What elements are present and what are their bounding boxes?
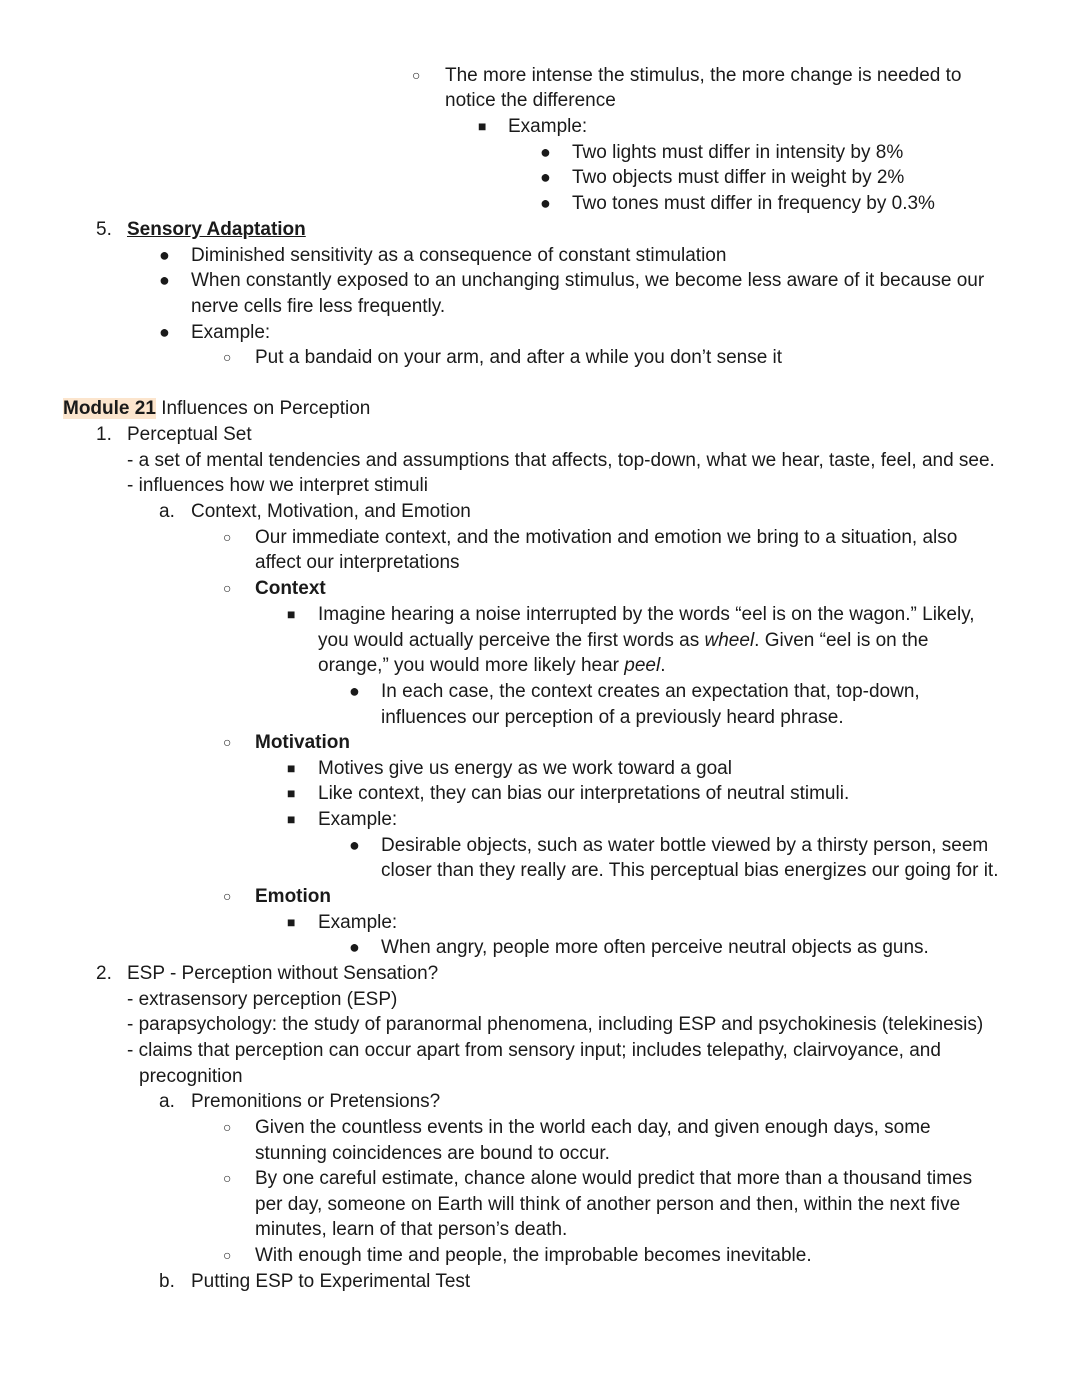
filled-bullet-icon: ● <box>540 167 551 187</box>
list-item <box>0 165 1080 190</box>
definition-line <box>0 1038 1080 1063</box>
bullet-text: . Given “eel is on the <box>754 630 929 651</box>
filled-bullet-icon: ● <box>349 681 360 701</box>
hollow-bullet-icon: ○ <box>223 1170 232 1186</box>
motivation-heading <box>0 730 1080 755</box>
bullet-text: In each case, the context creates an expectation that, top-down, <box>381 681 920 702</box>
list-letter: a. <box>159 1091 175 1112</box>
list-item <box>0 935 1080 960</box>
definition-text: - extrasensory perception (ESP) <box>127 989 398 1010</box>
hollow-bullet-icon: ○ <box>223 1119 232 1135</box>
bullet-text: closer than they really are. This perceptual bias energizes our going for it. <box>381 860 999 881</box>
hollow-bullet-icon: ○ <box>223 1247 232 1263</box>
definition-line <box>0 1012 1080 1037</box>
example-label: Example: <box>508 116 588 137</box>
example-text: Two tones must differ in frequency by 0.3% <box>572 193 935 214</box>
definition-line-cont <box>0 1064 1080 1089</box>
bullet-text: When constantly exposed to an unchanging stimulus, we become less aware of it because our <box>191 270 985 291</box>
list-item <box>0 525 1080 550</box>
square-bullet-icon: ■ <box>287 785 296 801</box>
perceptual-set-heading <box>0 422 1080 447</box>
filled-bullet-icon: ● <box>159 270 170 290</box>
list-letter: b. <box>159 1271 175 1292</box>
bullet-text: When angry, people more often perceive neutral objects as guns. <box>381 937 929 958</box>
motivation-label: Motivation <box>255 732 350 753</box>
esp-heading <box>0 961 1080 986</box>
square-bullet-icon: ■ <box>287 811 296 827</box>
bullet-text: Motives give us energy as we work toward a goal <box>318 758 732 779</box>
list-item <box>0 781 1080 806</box>
list-item <box>0 1243 1080 1268</box>
list-item <box>0 1166 1080 1191</box>
bullet-text: With enough time and people, the improbable becomes inevitable. <box>255 1245 812 1266</box>
list-item <box>0 679 1080 704</box>
bullet-text: Desirable objects, such as water bottle viewed by a thirsty person, seem <box>381 835 989 856</box>
bullet-text: By one careful estimate, chance alone would predict that more than a thousand times <box>255 1168 973 1189</box>
jnd-item-cont <box>0 88 1080 113</box>
filled-bullet-icon: ● <box>159 322 170 342</box>
bullet-text: minutes, learn of that person’s death. <box>255 1219 568 1240</box>
bullet-text: Given the countless events in the world each day, and given enough days, some <box>255 1117 931 1138</box>
list-item <box>0 1115 1080 1140</box>
context-heading <box>0 576 1080 601</box>
bullet-text: Put a bandaid on your arm, and after a while you don’t sense it <box>255 347 783 368</box>
list-item-cont <box>0 858 1080 883</box>
square-bullet-icon: ■ <box>478 118 487 134</box>
bullet-text: Like context, they can bias our interpretations of neutral stimuli. <box>318 783 850 804</box>
list-item-cont <box>0 1192 1080 1217</box>
section-title: Sensory Adaptation <box>127 219 306 240</box>
filled-bullet-icon: ● <box>349 835 360 855</box>
definition-line <box>0 473 1080 498</box>
square-bullet-icon: ■ <box>287 606 296 622</box>
filled-bullet-icon: ● <box>540 193 551 213</box>
definition-line <box>0 987 1080 1012</box>
jnd-item <box>0 63 1080 88</box>
subsection-title: Putting ESP to Experimental Test <box>191 1271 471 1292</box>
bullet-text: you would actually perceive the first words as <box>318 630 705 651</box>
bullet-text: . <box>660 655 666 676</box>
hollow-bullet-icon: ○ <box>223 734 232 750</box>
list-item <box>0 320 1080 345</box>
jnd-text-line2: notice the difference <box>445 90 616 111</box>
example-text: Two objects must differ in weight by 2% <box>572 167 905 188</box>
subsection-title: Context, Motivation, and Emotion <box>191 501 471 522</box>
definition-text: - parapsychology: the study of paranormal phenomena, including ESP and psychokinesis (telekinesis) <box>127 1014 984 1035</box>
hollow-bullet-icon: ○ <box>223 888 232 904</box>
section-title: Perceptual Set <box>127 424 252 445</box>
list-item <box>0 602 1080 627</box>
filled-bullet-icon: ● <box>540 142 551 162</box>
list-item <box>0 910 1080 935</box>
module-title: Influences on Perception <box>161 398 371 419</box>
hollow-bullet-icon: ○ <box>412 67 421 83</box>
module-heading <box>0 396 1080 421</box>
subsection-heading <box>0 1089 1080 1114</box>
bullet-text: Example: <box>318 912 398 933</box>
list-item <box>0 807 1080 832</box>
subsection-heading <box>0 499 1080 524</box>
definition-text: precognition <box>139 1066 243 1087</box>
list-item <box>0 833 1080 858</box>
list-item <box>0 345 1080 370</box>
list-number: 5. <box>96 219 112 240</box>
bullet-text: Imagine hearing a noise interrupted by the words “eel is on the wagon.” Likely, <box>318 604 975 625</box>
section-title: ESP - Perception without Sensation? <box>127 963 439 984</box>
list-item <box>0 191 1080 216</box>
definition-text: - claims that perception can occur apart from sensory input; includes telepathy, clairvoyance, and <box>127 1040 941 1061</box>
module-label: Module 21 <box>63 398 156 419</box>
list-item-cont <box>0 628 1080 653</box>
list-item <box>0 140 1080 165</box>
definition-text: - a set of mental tendencies and assumptions that affects, top-down, what we hear, taste, feel, and see. <box>127 450 995 471</box>
filled-bullet-icon: ● <box>159 245 170 265</box>
definition-text: - influences how we interpret stimuli <box>127 475 428 496</box>
list-item-cont <box>0 1217 1080 1242</box>
hollow-bullet-icon: ○ <box>223 349 232 365</box>
context-label: Context <box>255 578 326 599</box>
filled-bullet-icon: ● <box>349 937 360 957</box>
jnd-text-line1: The more intense the stimulus, the more change is needed to <box>445 65 962 86</box>
jnd-example <box>0 114 1080 139</box>
hollow-bullet-icon: ○ <box>223 580 232 596</box>
list-item-cont <box>0 294 1080 319</box>
list-item <box>0 243 1080 268</box>
list-item <box>0 756 1080 781</box>
list-item-cont <box>0 550 1080 575</box>
list-item <box>0 268 1080 293</box>
emphasis-text: peel <box>624 655 661 676</box>
emotion-heading <box>0 884 1080 909</box>
hollow-bullet-icon: ○ <box>223 529 232 545</box>
sensory-adaptation-heading <box>0 217 1080 242</box>
bullet-text: per day, someone on Earth will think of another person and then, within the next five <box>255 1194 961 1215</box>
bullet-text: stunning coincidences are bound to occur. <box>255 1143 610 1164</box>
bullet-text: influences our perception of a previously heard phrase. <box>381 707 844 728</box>
list-item-cont <box>0 705 1080 730</box>
bullet-text: affect our interpretations <box>255 552 460 573</box>
subsection-title: Premonitions or Pretensions? <box>191 1091 441 1112</box>
list-number: 1. <box>96 424 112 445</box>
emotion-label: Emotion <box>255 886 331 907</box>
list-item-cont <box>0 653 1080 678</box>
square-bullet-icon: ■ <box>287 914 296 930</box>
square-bullet-icon: ■ <box>287 760 296 776</box>
bullet-text: Diminished sensitivity as a consequence of constant stimulation <box>191 245 727 266</box>
bullet-text: Example: <box>191 322 271 343</box>
emphasis-text: wheel <box>704 630 755 651</box>
bullet-text: nerve cells fire less frequently. <box>191 296 446 317</box>
definition-line <box>0 448 1080 473</box>
bullet-text: orange,” you would more likely hear <box>318 655 625 676</box>
subsection-heading <box>0 1269 1080 1294</box>
bullet-text: Example: <box>318 809 398 830</box>
list-number: 2. <box>96 963 112 984</box>
example-text: Two lights must differ in intensity by 8% <box>572 142 904 163</box>
list-item-cont <box>0 1141 1080 1166</box>
bullet-text: Our immediate context, and the motivation and emotion we bring to a situation, also <box>255 527 958 548</box>
list-letter: a. <box>159 501 175 522</box>
